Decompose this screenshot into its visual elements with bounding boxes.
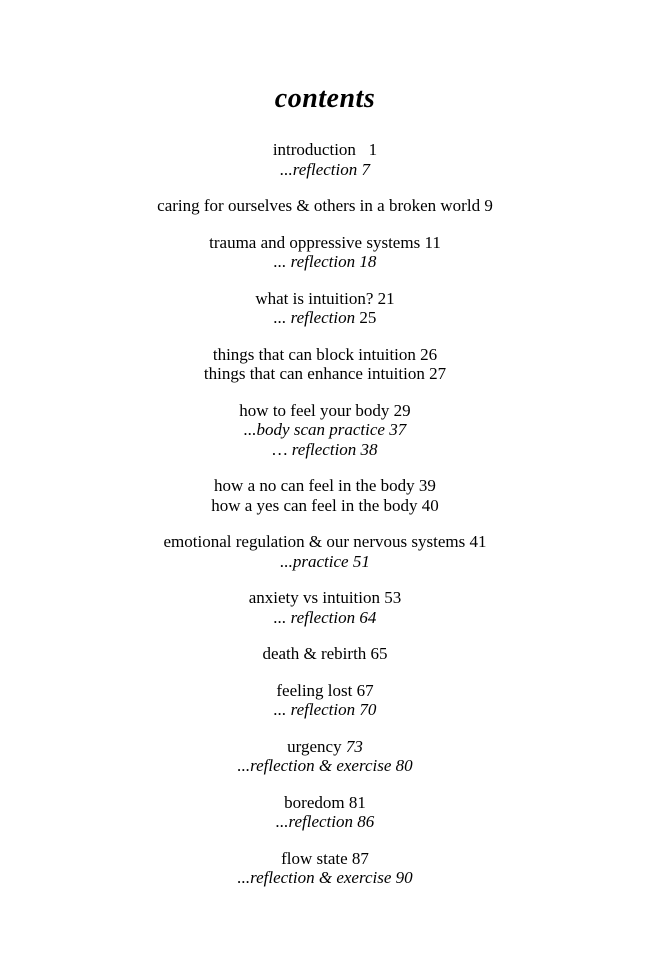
toc-entry-text: boredom 81	[284, 792, 366, 812]
toc-entry	[0, 401, 650, 421]
toc-entry	[0, 140, 650, 160]
toc-entry-italic-text: … reflection 38	[272, 439, 378, 459]
toc-entry-text: how a yes can feel in the body 40	[211, 495, 439, 515]
toc-entry-text: how to feel your body 29	[239, 400, 411, 420]
toc-group	[0, 140, 650, 179]
toc-entry	[0, 476, 650, 496]
toc-entry	[0, 793, 650, 813]
toc-group	[0, 644, 650, 664]
toc-group	[0, 737, 650, 776]
toc-entry-italic-text: ...reflection 7	[279, 159, 370, 179]
toc-entry	[0, 812, 650, 832]
toc-entry-italic-text: ...reflection 86	[275, 812, 375, 831]
toc-group	[0, 401, 650, 460]
toc-entry	[0, 700, 650, 720]
toc-entry	[0, 608, 650, 628]
toc-entry	[0, 233, 650, 253]
toc-entry	[0, 532, 650, 552]
toc-entry-italic-text: ...reflection & exercise 80	[237, 756, 413, 775]
toc-entry	[0, 868, 650, 888]
toc-entry	[0, 364, 650, 384]
toc-group	[0, 345, 650, 384]
toc-entry	[0, 420, 650, 440]
toc-entry	[0, 308, 650, 328]
toc-entry	[0, 289, 650, 309]
toc-entry-italic-text: ... reflection	[273, 308, 360, 327]
toc-entry-italic-text: 73	[345, 736, 363, 756]
toc-group	[0, 532, 650, 571]
toc-entry-text: emotional regulation & our nervous systems 41	[163, 532, 487, 551]
toc-group	[0, 849, 650, 888]
toc-entry-italic-text: ...reflection & exercise 90	[237, 868, 413, 887]
toc-group	[0, 681, 650, 720]
toc-entry	[0, 681, 650, 701]
toc-group	[0, 793, 650, 832]
toc-entry-text: flow state 87	[281, 848, 369, 868]
toc-entry	[0, 849, 650, 869]
toc-entry-text: trauma and oppressive systems 11	[209, 232, 441, 252]
toc-entry-italic-text: ... reflection 70	[273, 700, 377, 719]
toc-entry	[0, 440, 650, 460]
toc-entry	[0, 496, 650, 516]
toc-group	[0, 476, 650, 515]
toc-entry-text: death & rebirth 65	[262, 644, 388, 663]
toc-entry	[0, 756, 650, 776]
toc-entry	[0, 737, 650, 757]
toc-entry-text: feeling lost 67	[276, 680, 374, 700]
toc-entry	[0, 160, 650, 180]
toc-entry-text: how a no can feel in the body 39	[214, 476, 436, 495]
toc-entry	[0, 252, 650, 272]
toc-entry	[0, 345, 650, 365]
toc-entry-italic-text: ... reflection 18	[273, 252, 377, 271]
toc-list	[0, 140, 650, 888]
toc-entry-text: caring for ourselves & others in a broken world 9	[157, 196, 493, 215]
toc-entry	[0, 196, 650, 216]
toc-entry-text: things that can enhance intuition 27	[203, 364, 447, 383]
toc-entry	[0, 644, 650, 664]
toc-entry-text: things that can block intuition 26	[212, 344, 438, 364]
toc-group	[0, 588, 650, 627]
toc-entry-italic-text: ...practice 51	[280, 551, 370, 571]
toc-group	[0, 289, 650, 328]
toc-group	[0, 196, 650, 216]
toc-entry-text: what is intuition? 21	[255, 288, 395, 308]
toc-entry-text: introduction 1	[272, 140, 378, 159]
toc-group	[0, 233, 650, 272]
toc-entry	[0, 552, 650, 572]
page-title: contents	[274, 83, 376, 114]
toc-entry-text: anxiety vs intuition 53	[248, 588, 402, 607]
toc-entry-italic-text: ...body scan practice 37	[243, 420, 407, 439]
toc-entry-text: 25	[359, 308, 377, 327]
toc-entry	[0, 588, 650, 608]
toc-entry-text: urgency	[287, 736, 346, 756]
toc-entry-italic-text: ... reflection 64	[273, 607, 377, 627]
